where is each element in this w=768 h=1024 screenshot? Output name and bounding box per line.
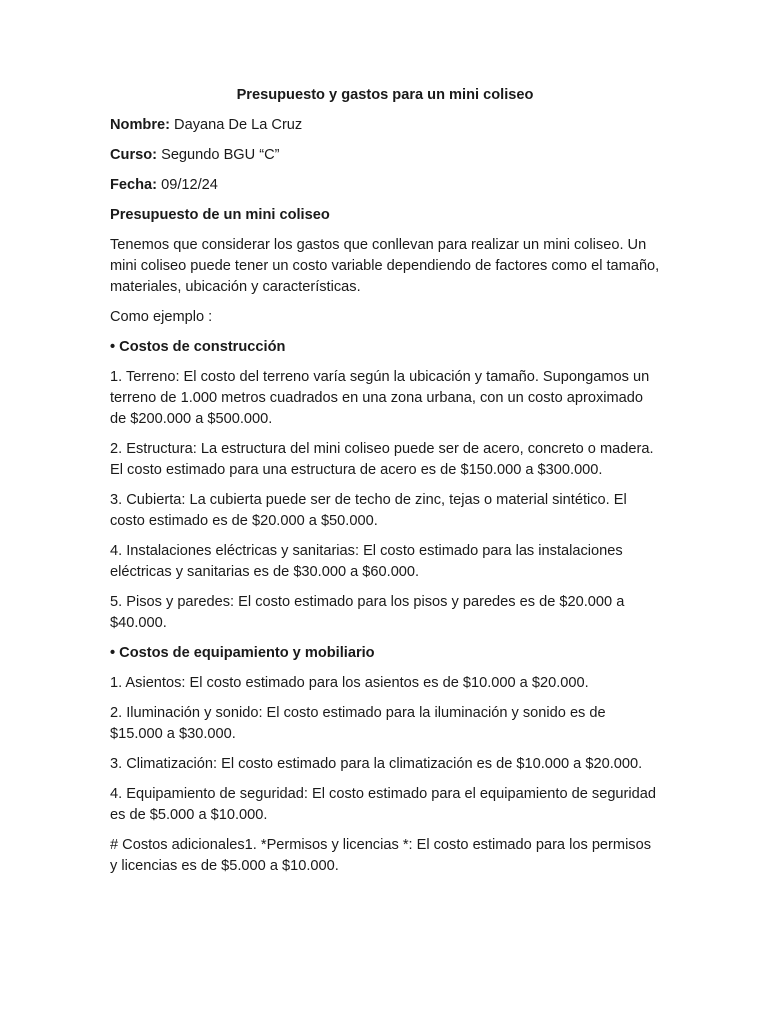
equipment-item-iluminacion: 2. Iluminación y sonido: El costo estimado para la iluminación y sonido es de $15.000 a $30.000. <box>110 705 606 742</box>
construction-item-instalaciones: 4. Instalaciones eléctricas y sanitarias: El costo estimado para las instalaciones eléctricas y sanitarias es de $30.000 a $60.000. <box>110 543 623 580</box>
name-value: Dayana De La Cruz <box>170 117 303 133</box>
construction-heading: • Costos de construcción <box>110 339 286 355</box>
name-line <box>110 115 660 136</box>
equipment-item-climatizacion: 3. Climatización: El costo estimado para la climatización es de $10.000 a $20.000. <box>110 756 643 772</box>
section-heading: Presupuesto de un mini coliseo <box>110 207 330 223</box>
construction-item-cubierta: 3. Cubierta: La cubierta puede ser de techo de zinc, tejas o material sintético. El costo estimado es de $20.000 a $50.000. <box>110 492 627 529</box>
document-page <box>110 85 660 886</box>
course-value: Segundo BGU “C” <box>157 147 280 163</box>
example-label: Como ejemplo : <box>110 309 213 325</box>
course-label: Curso: <box>110 147 158 163</box>
date-value: 09/12/24 <box>157 177 218 193</box>
construction-item-terreno: 1. Terreno: El costo del terreno varía según la ubicación y tamaño. Supongamos un terreno de 1.000 metros cuadrados en una zona urbana, con un costo aproximado de $200.000 a $500.000. <box>110 369 650 427</box>
document-title: Presupuesto y gastos para un mini coliseo <box>236 87 534 103</box>
construction-item-pisos: 5. Pisos y paredes: El costo estimado para los pisos y paredes es de $20.000 a $40.000. <box>110 594 625 631</box>
equipment-item-seguridad: 4. Equipamiento de seguridad: El costo estimado para el equipamiento de seguridad es de $5.000 a $10.000. <box>110 786 656 823</box>
equipment-heading: • Costos de equipamiento y mobiliario <box>110 645 375 661</box>
construction-item-estructura: 2. Estructura: La estructura del mini coliseo puede ser de acero, concreto o madera. El costo estimado para una estructura de acero es de $150.000 a $300.000. <box>110 441 654 478</box>
course-line <box>110 145 660 166</box>
equipment-item-asientos: 1. Asientos: El costo estimado para los asientos es de $10.000 a $20.000. <box>110 675 589 691</box>
name-label: Nombre: <box>110 117 170 133</box>
additional-costs-paragraph: # Costos adicionales1. *Permisos y licencias *: El costo estimado para los permisos y licencias es de $5.000 a $10.000. <box>110 837 652 874</box>
date-label: Fecha: <box>110 177 158 193</box>
date-line <box>110 175 660 196</box>
intro-paragraph: Tenemos que considerar los gastos que conllevan para realizar un mini coliseo. Un mini coliseo puede tener un costo variable dependiendo de factores como el tamaño, materiales, ubicación y características. <box>110 237 660 295</box>
